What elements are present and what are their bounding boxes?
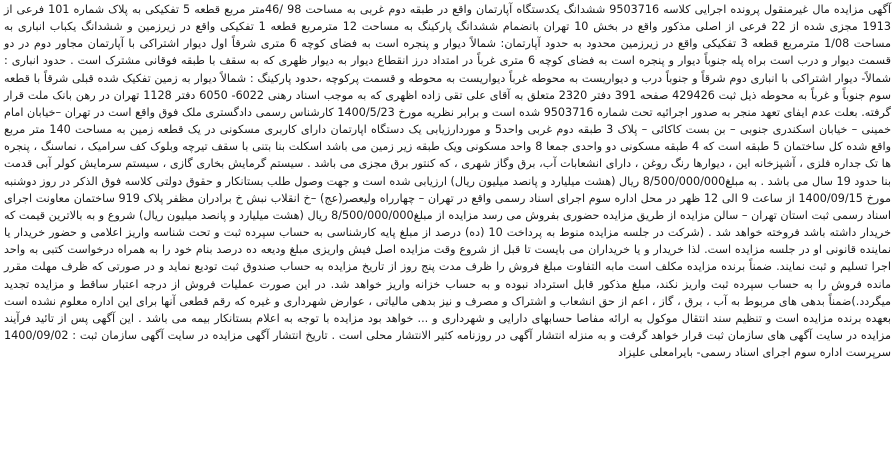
notice-body-text: آگهی مزایده مال غیرمنقول پرونده اجرایی کلاسه 9503716 ششدانگ یکدستگاه آپارتمان واقع در طبقه دوم غربی به مساحت 98 /46متر مربع قطعه 5 تفکیکی به پلاک شماره 101 فرعی از 1913 مجزی شده از 22 فرعی از اصلی مذکور واقع در بخش 10 تهران بانضمام ششدانگ پارکینگ به مساحت 12 مترمربع قطعه 1 تفکیکی واقع در زیرزمین و ششدانگ یکباب انباری به مساحت 1/08 مترمربع قطعه 3 تفکیکی واقع در زیرزمین محدود به حدود آپارتمان: شمالاً دیوار و پنجره است به فضای کوچه 6 متری شرقاً اول دیوار اشتراکی با آپارتمان مجاور دوم در دو قسمت دیوار و درب است براه پله جنوباً دیوار و پنجره است به فضای کوچه 6 متری غرباً در امتداد درز انقطاع دیوار به دیوار ظهری که به سقف با طبقه فوقانی مشترک است . حدود انباری : شمالاً- دیوار اشتراکی با انباری دوم شرقاً و جنوباً درب و دیواریست به محوطه غرباً دیواریست به محوطه و قسمت پرکوچه ،حدود پارکینگ : شمالاً دیوار به زمین تفکیک شده قبلی شرقاً با قطعه سوم جنوباً و غرباً به محوطه ذیل ثبت 429426 صفحه 391 دفتر 2320 متعلق به آقای علی تقی زاده اظهری که به موجب اسناد رهنی 6022- 6050 دفتر 1128 تهران در رهن بانک ملت قرار گرفته. بعلت عدم ایفای تعهد منجر به صدور اجرائیه تحت شماره 9503716 شده است و برابر نظریه مورخ 1400/5/23 کارشناس رسمی دادگستری ملک فوق واقع است در تهران –خیابان امام خمینی – خیابان اسکندری جنوبی – بن بست کاکائی – پلاک 3 طبقه دوم غربی واحد5 و موردارزیابی یک دستگاه اپارتمان دارای کاربری مسکونی در یک قطعه زمین به مساحت 140 متر مربع واقع شده کل ساختمان 5 طبقه است که 4 طبقه مسکونی دو واحدی جمعا 8 واحد مسکونی ویک طبقه زیر زمین می باشد اسکلت بنا بتنی با سقف تیرچه وبلوک کف سرامیک ، نماسنگ ، پنجره ها تک جداره فلزی ، آشپزخانه این ، دیوارها رنگ روغن ، دارای انشعابات آب، برق وگاز شهری ، که کنتور برق مجزی می باشد . سیستم گرمایش بخاری گازی ، سیستم سرمایش کولر آبی قدمت بنا حدود 19 سال می باشد . به مبلغ8/500/000/000 ریال (هشت میلیارد و پانصد میلیون ریال) ارزیابی شده است و جهت وصول طلب بستانکار و حقوق دولتی کلاسه فوق الذکر در روز دوشنبه مورخ 1400/09/15 از ساعت 9 الی 12 ظهر در محل اداره سوم اجرای اسناد رسمی واقع در تهران – چهارراه ولیعصر(عج) –خ انقلاب نبش خ برادران مظفر پلاک 919 ساختمان معاونت اجرای اسناد رسمی ثبت استان تهران – سالن مزایده از طریق مزایده حضوری بفروش می رسد مزایده از مبلغ8/500/000/000 ریال (هشت میلیارد و پانصد میلیون ریال) شروع و به بالاترین قیمت که خریدار داشته باشد فروخته خواهد شد . (شرکت در جلسه مزایده منوط به پرداخت 10 (ده) درصد از مبلغ پایه کارشناسی به حساب سپرده ثبت و تحت شناسه واریز اعلامی و حضور خریدار یا نماینده قانونی او در جلسه مزایده است. لذا خریدار و یا خریداران می بایست تا قبل از شروع وقت مزایده اصل فیش واریزی مبلغ ودیعه ده درصد بنام خود را به همراه درخواست کتبی به واحد اجرا تسلیم و ثبت نمایند. ضمناً برنده مزایده مکلف است مابه التفاوت مبلغ فروش را ظرف مدت پنج روز از تاریخ مزایده به حساب صندوق ثبت تودیع نماید و در صورتی که ظرف مهلت مقرر مانده فروش را به حساب سپرده ثبت واریز نکند، مبلغ مذکور قابل استرداد نبوده و به حساب خزانه واریز خواهد شد. در این صورت عملیات فروش از درجه اعتبار ساقط و مزایده تجدید میگردد.)ضمناً بدهی های مربوط به آب ، برق ، گاز ، اعم از حق انشعاب و اشتراک و مصرف و نیز بدهی مالیاتی ، عوارض شهرداری و غیره که رقم قطعی آنها برای این اداره معلوم نشده است بعهده برنده مزایده است و تنظیم سند انتقال موکول به ارائه مفاصا حسابهای دارایی و شهرداری و ... خواهد بود مزایده با توجه به اعلام بستانکار بیمه می باشد . این آگهی پس از تائید فرآیند مزایده در سایت آگهی های سازمان ثبت قرار خواهد گرفت و به منزله انتشار آگهی در روزنامه کثیر الانتشار محلی است . تاریخ انتشار آگهی مزایده در سایت آگهی سازمان ثبت : 1400/09/02 سرپرست اداره سوم اجرای اسناد رسمی- بایرامعلی علیزاد	[4, 3, 892, 360]
